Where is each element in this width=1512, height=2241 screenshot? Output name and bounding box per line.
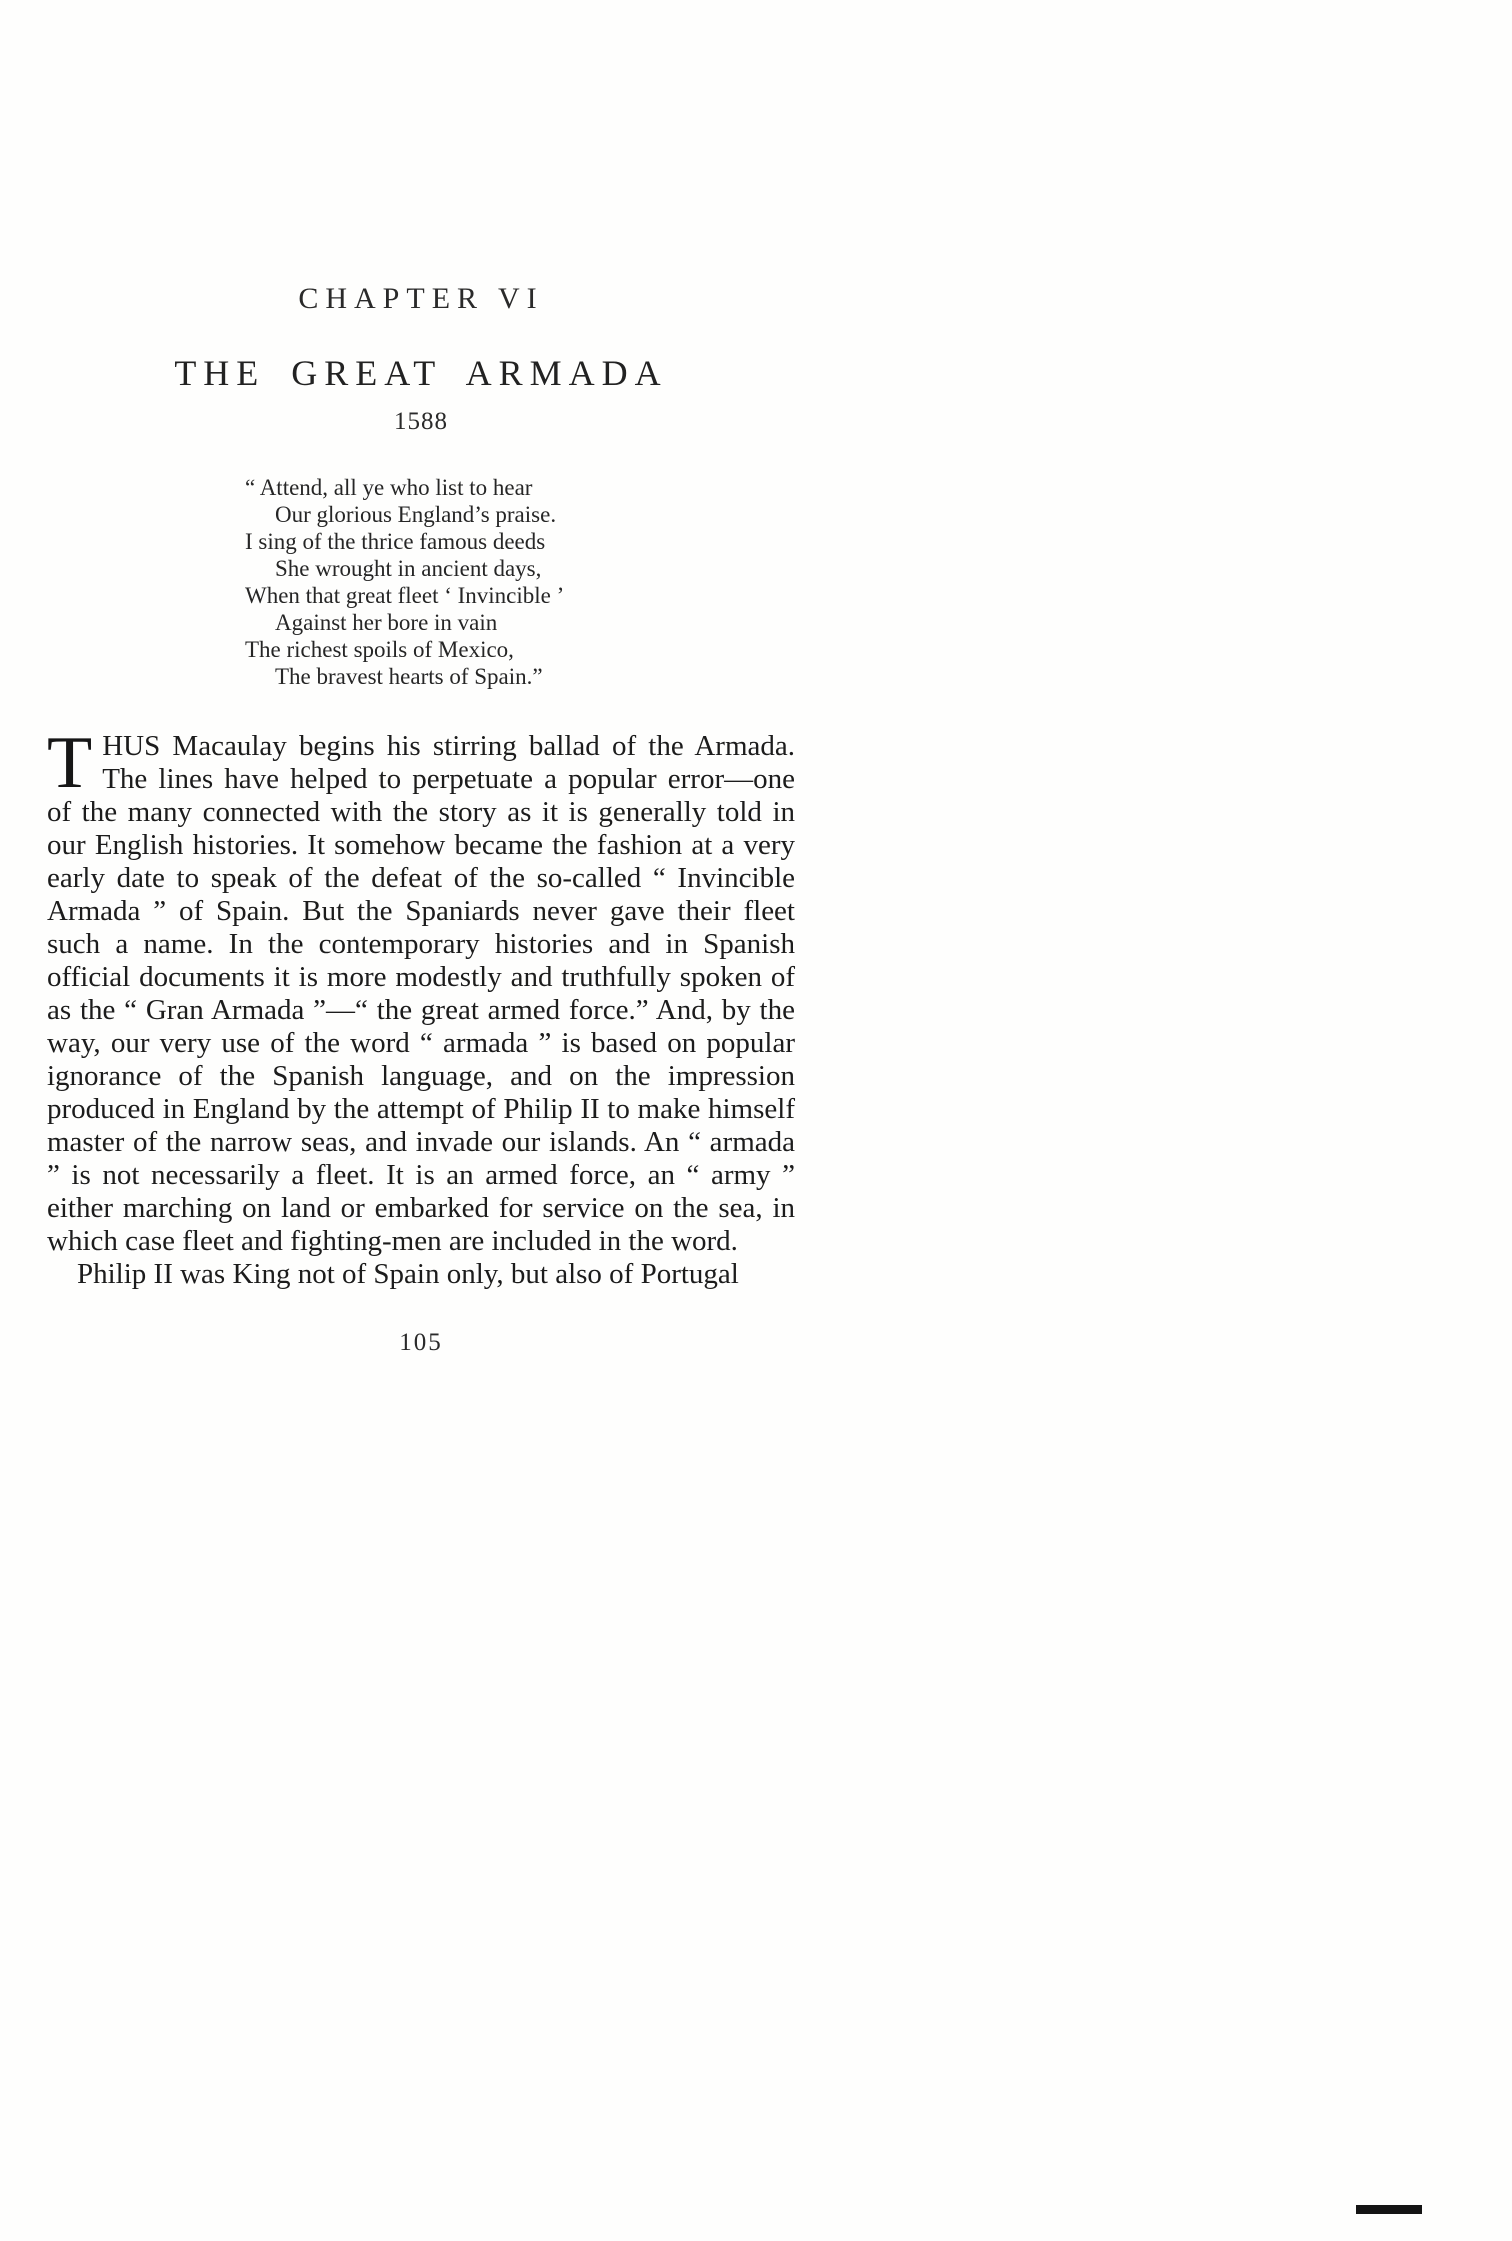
drop-cap: T	[47, 722, 93, 804]
corner-rule	[1356, 2205, 1422, 2214]
epigraph-poem	[245, 474, 795, 690]
poem-line: I sing of the thrice famous deeds	[245, 529, 546, 554]
poem-line: Against her bore in vain	[275, 610, 498, 635]
chapter-year: 1588	[394, 408, 448, 435]
poem-line: The richest spoils of Mexico,	[245, 637, 514, 662]
paragraph-2: Philip II was King not of Spain only, but also of Portugal	[77, 1258, 739, 1290]
chapter-title: THE GREAT ARMADA	[174, 353, 668, 393]
body-copy	[47, 722, 795, 1291]
poem-line: When that great fleet ‘ Invincible ’	[245, 583, 565, 608]
poem-line: The bravest hearts of Spain.”	[275, 664, 543, 689]
poem-line: Our glorious England’s praise.	[275, 502, 557, 527]
page-number: 105	[399, 1329, 443, 1356]
paragraph-1	[47, 722, 795, 1258]
poem-line: “ Attend, all ye who list to hear	[245, 475, 533, 500]
text-block	[47, 282, 795, 1357]
poem-line: She wrought in ancient days,	[275, 556, 542, 581]
paragraph-1-text: HUS Macaulay begins his stirring ballad of the Armada. The lines have helped to perpetuate a popular error—one of the many connected with the story as it is generally told in our English histories. It somehow became the fashion at a very early date to speak of the defeat of the so-called “ Invincible Armada ” of Spain. But the Spaniards never gave their fleet such a name. In the contemporary histories and in Spanish official documents it is more modestly and truthfully spoken of as the “ Gran Armada ”—“ the great armed force.” And, by the way, our very use of the word “ armada ” is based on popular ignorance of the Spanish language, and on the impression produced in England by the attempt of Philip II to make himself master of the narrow seas, and invade our islands. An “ armada ” is not necessarily a fleet. It is an armed force, an “ army ” either marching on land or embarked for service on the sea, in which case fleet and fighting-men are included in the word.	[47, 730, 795, 1257]
chapter-heading: CHAPTER VI	[298, 282, 544, 315]
